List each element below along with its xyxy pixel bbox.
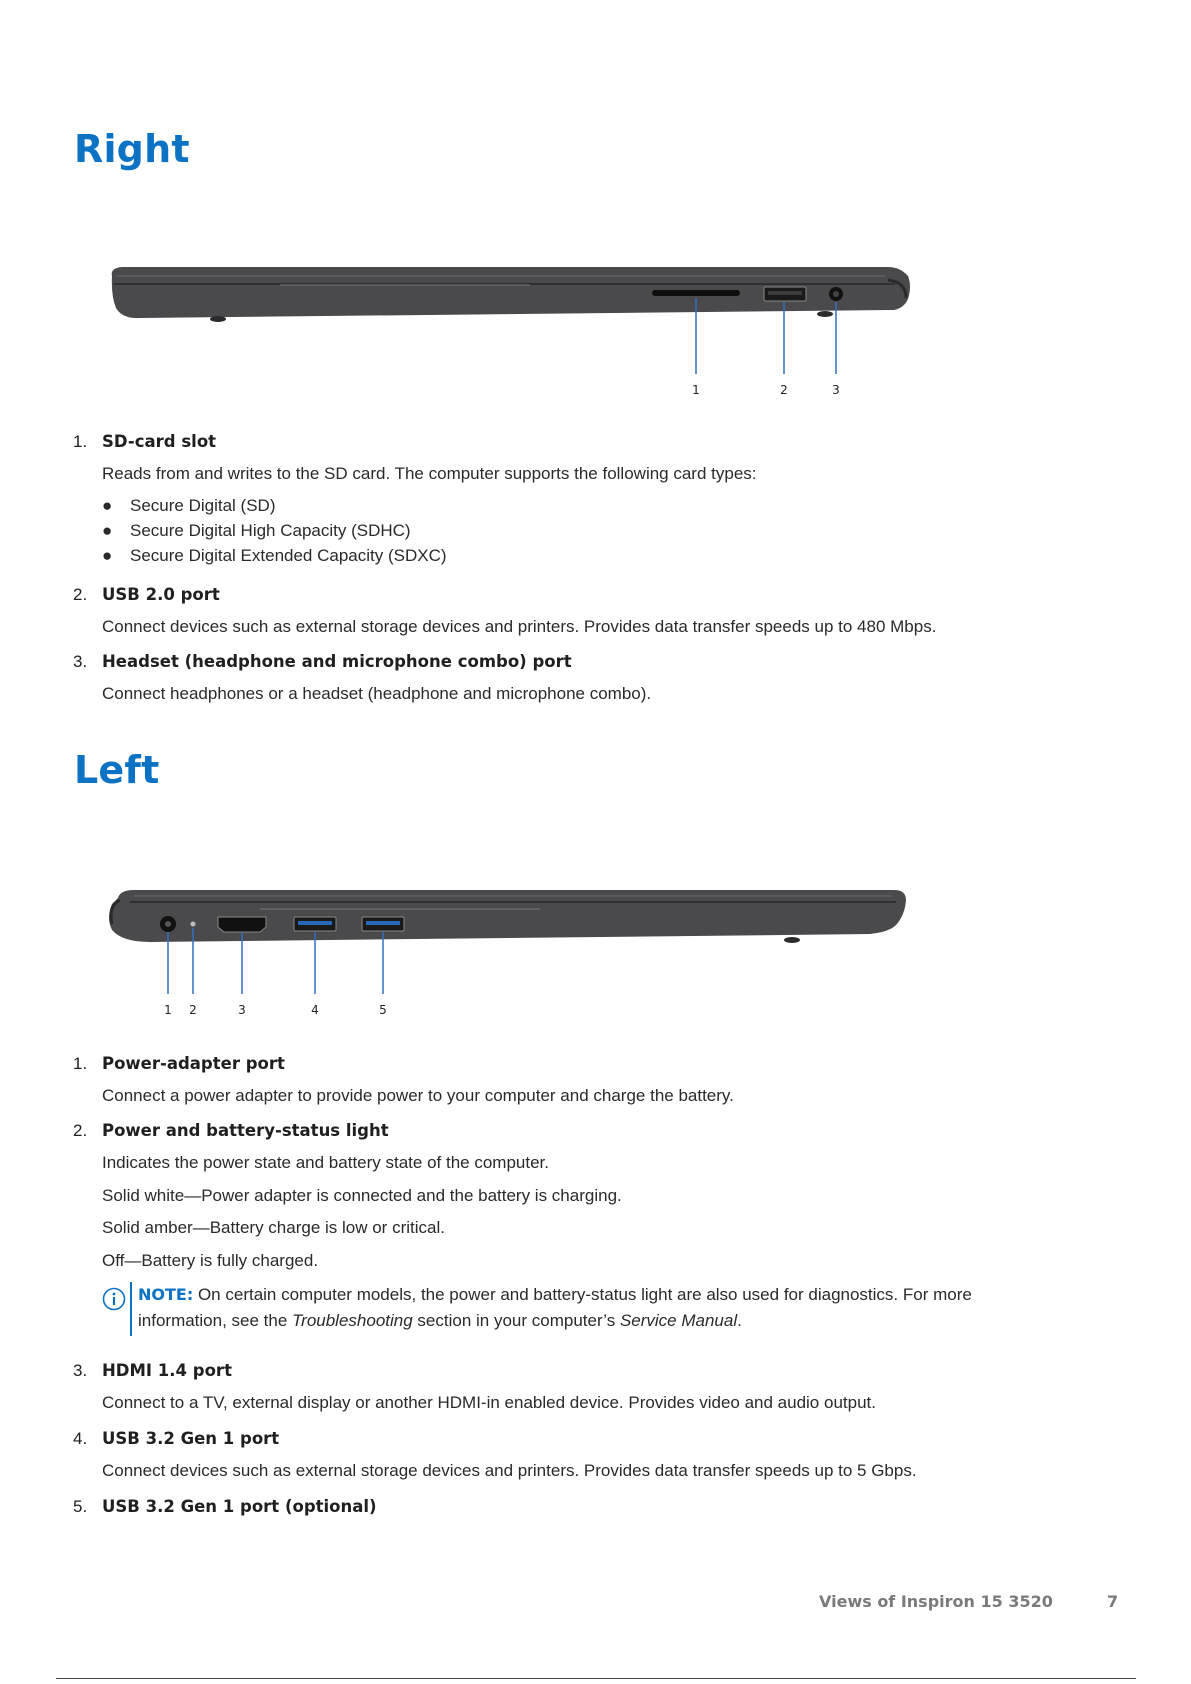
item-title: SD-card slot — [102, 432, 217, 451]
callout-number: 1 — [692, 383, 700, 397]
info-icon — [102, 1287, 126, 1311]
callout-number: 1 — [164, 1003, 172, 1017]
item-number: 4. — [73, 1429, 88, 1448]
item-description: Solid amber—Battery charge is low or critical. — [102, 1218, 445, 1237]
item-title: USB 3.2 Gen 1 port — [102, 1429, 280, 1448]
item-description: Solid white—Power adapter is connected and the battery is charging. — [102, 1186, 622, 1205]
note-label: NOTE: — [138, 1285, 194, 1304]
item-number: 2. — [73, 585, 88, 604]
left-side-view-figure — [100, 884, 920, 1024]
callout-number: 2 — [780, 383, 788, 397]
item-number: 3. — [73, 1361, 88, 1380]
item-title: Power-adapter port — [102, 1054, 285, 1073]
item-description: Connect headphones or a headset (headphone and microphone combo). — [102, 684, 652, 703]
section-heading-right: Right — [74, 127, 190, 171]
item-number: 5. — [73, 1497, 88, 1516]
callout-number: 3 — [238, 1003, 246, 1017]
note-text: NOTE: On certain computer models, the power and battery-status light are also used for diagnostics. For more information, see the Troubleshooting section in your computer’s Service Manual. — [138, 1285, 972, 1330]
footer-section-title: Views of Inspiron 15 3520 — [819, 1592, 1053, 1611]
item-number: 2. — [73, 1121, 88, 1140]
item-description: Connect to a TV, external display or another HDMI-in enabled device. Provides video and audio output. — [102, 1393, 876, 1412]
item-description: Off—Battery is fully charged. — [102, 1251, 319, 1270]
item-description: Connect a power adapter to provide power to your computer and charge the battery. — [102, 1086, 734, 1105]
callout-number: 4 — [311, 1003, 319, 1017]
item-description: Connect devices such as external storage devices and printers. Provides data transfer speeds up to 5 Gbps. — [102, 1461, 917, 1480]
callout-number: 2 — [189, 1003, 197, 1017]
item-description: Reads from and writes to the SD card. The computer supports the following card types: — [102, 464, 757, 483]
item-description: Connect devices such as external storage devices and printers. Provides data transfer speeds up to 480 Mbps. — [102, 617, 937, 636]
item-number: 1. — [73, 1054, 88, 1073]
item-number: 1. — [73, 432, 88, 451]
item-description: Indicates the power state and battery state of the computer. — [102, 1153, 549, 1172]
bullet-text: Secure Digital (SD) — [130, 496, 276, 515]
item-title: USB 2.0 port — [102, 585, 220, 604]
note-box — [102, 1282, 1062, 1336]
bullet-text: Secure Digital High Capacity (SDHC) — [130, 521, 411, 540]
bullet-text: Secure Digital Extended Capacity (SDXC) — [130, 546, 447, 565]
item-title: USB 3.2 Gen 1 port (optional) — [102, 1497, 377, 1516]
callout-number: 3 — [832, 383, 840, 397]
item-title: Headset (headphone and microphone combo) port — [102, 652, 572, 671]
callout-number: 5 — [379, 1003, 387, 1017]
item-number: 3. — [73, 652, 88, 671]
footer-page-number: 7 — [1107, 1592, 1119, 1611]
footer-rule — [56, 1678, 1136, 1679]
right-side-view-figure — [100, 262, 920, 402]
item-title: HDMI 1.4 port — [102, 1361, 232, 1380]
item-title: Power and battery-status light — [102, 1121, 389, 1140]
section-heading-left: Left — [74, 748, 160, 792]
